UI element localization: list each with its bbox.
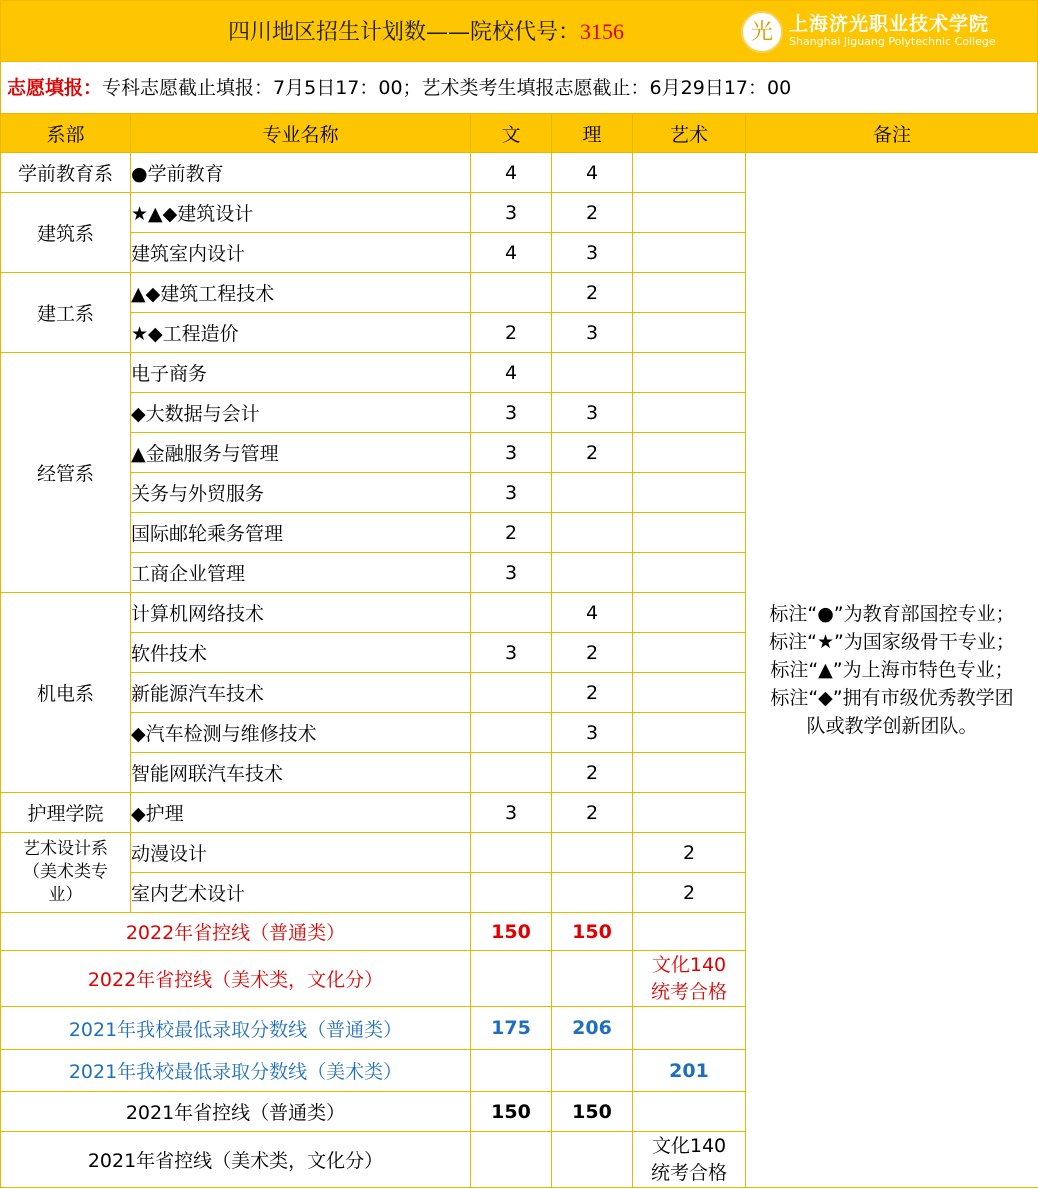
major-cell: 关务与外贸服务 (131, 473, 471, 513)
summary-li: 206 (552, 1007, 633, 1050)
major-cell: 工商企业管理 (131, 553, 471, 593)
dept-line: 艺术设计系 (23, 839, 108, 859)
summary-li (552, 1132, 633, 1188)
li-cell (552, 353, 633, 393)
summary-wen (471, 1050, 552, 1092)
summary-art (633, 1092, 746, 1132)
wen-cell (471, 753, 552, 793)
wen-cell: 4 (471, 153, 552, 193)
dept-cell: 护理学院 (1, 793, 131, 833)
summary-art (633, 1007, 746, 1050)
li-cell: 4 (552, 153, 633, 193)
li-cell (552, 873, 633, 913)
wen-cell: 3 (471, 553, 552, 593)
summary-art-line: 统考合格 (650, 1161, 727, 1184)
col-header-li: 理 (552, 114, 633, 153)
art-cell (633, 433, 746, 473)
summary-art (633, 1132, 746, 1188)
remark-line: 标注“●”为教育部国控专业； (769, 603, 1015, 625)
summary-li: 150 (552, 913, 633, 951)
major-cell: 软件技术 (131, 633, 471, 673)
major-cell: ◆护理 (131, 793, 471, 833)
li-cell: 2 (552, 793, 633, 833)
dept-cell: 建筑系 (1, 193, 131, 273)
art-cell: 2 (633, 873, 746, 913)
title-text: 四川地区招生计划数——院校代号： (227, 20, 580, 45)
summary-wen: 150 (471, 1092, 552, 1132)
wen-cell: 2 (471, 513, 552, 553)
summary-label: 2022年省控线（美术类，文化分） (1, 951, 471, 1007)
major-cell: ▲◆建筑工程技术 (131, 273, 471, 313)
wen-cell: 3 (471, 393, 552, 433)
col-header-remark: 备注 (746, 114, 1038, 153)
art-cell (633, 393, 746, 433)
notice-label: 志愿填报： (7, 77, 103, 99)
summary-label: 2022年省控线（普通类） (1, 913, 471, 951)
major-cell: ●学前教育 (131, 153, 471, 193)
li-cell: 2 (552, 433, 633, 473)
li-cell (552, 473, 633, 513)
enrollment-table (0, 113, 1038, 1188)
art-cell (633, 673, 746, 713)
summary-li (552, 951, 633, 1007)
li-cell: 4 (552, 593, 633, 633)
dept-cell: 经管系 (1, 353, 131, 593)
major-cell: 国际邮轮乘务管理 (131, 513, 471, 553)
wen-cell (471, 673, 552, 713)
li-cell: 2 (552, 273, 633, 313)
summary-art (633, 913, 746, 951)
wen-cell: 3 (471, 633, 552, 673)
li-cell: 2 (552, 673, 633, 713)
art-cell (633, 473, 746, 513)
major-cell: 新能源汽车技术 (131, 673, 471, 713)
wen-cell (471, 593, 552, 633)
summary-wen: 150 (471, 913, 552, 951)
dept-cell: 机电系 (1, 593, 131, 793)
summary-label: 2021年省控线（美术类，文化分） (1, 1132, 471, 1188)
summary-art-line: 统考合格 (650, 980, 727, 1003)
major-cell: 建筑室内设计 (131, 233, 471, 273)
summary-label: 2021年省控线（普通类） (1, 1092, 471, 1132)
wen-cell (471, 873, 552, 913)
college-logo (741, 9, 1031, 55)
header-banner (0, 0, 1038, 62)
wen-cell (471, 273, 552, 313)
art-cell (633, 353, 746, 393)
col-header-wen: 文 (471, 114, 552, 153)
summary-label: 2021年我校最低录取分数线（普通类） (1, 1007, 471, 1050)
major-cell: 计算机网络技术 (131, 593, 471, 633)
remark-line: 队或教学创新团队。 (806, 715, 978, 737)
college-emblem-icon: 光 (741, 11, 783, 53)
art-cell (633, 713, 746, 753)
li-cell: 3 (552, 233, 633, 273)
wen-cell (471, 713, 552, 753)
page-title (1, 15, 851, 46)
remark-line: 标注“★”为国家级骨干专业； (769, 631, 1015, 653)
dept-line: （美术类专 (23, 862, 108, 882)
college-name-cn: 上海济光职业技术学院 (789, 13, 990, 35)
art-cell: 2 (633, 833, 746, 873)
summary-wen (471, 1132, 552, 1188)
table-row (1, 153, 1038, 193)
summary-wen: 175 (471, 1007, 552, 1050)
li-cell: 2 (552, 753, 633, 793)
li-cell (552, 553, 633, 593)
art-cell (633, 753, 746, 793)
art-cell (633, 633, 746, 673)
wen-cell (471, 833, 552, 873)
dept-cell: 建工系 (1, 273, 131, 353)
major-cell: 电子商务 (131, 353, 471, 393)
dept-line: 业） (48, 885, 83, 905)
li-cell: 2 (552, 193, 633, 233)
art-cell (633, 153, 746, 193)
major-cell: 动漫设计 (131, 833, 471, 873)
li-cell (552, 833, 633, 873)
col-header-dept: 系部 (1, 114, 131, 153)
wen-cell: 3 (471, 793, 552, 833)
dept-cell: 学前教育系 (1, 153, 131, 193)
art-cell (633, 793, 746, 833)
art-cell (633, 313, 746, 353)
summary-label: 2021年我校最低录取分数线（美术类） (1, 1050, 471, 1092)
art-cell (633, 513, 746, 553)
summary-wen (471, 951, 552, 1007)
summary-art (633, 951, 746, 1007)
major-cell: ◆大数据与会计 (131, 393, 471, 433)
col-header-art: 艺术 (633, 114, 746, 153)
wen-cell: 3 (471, 193, 552, 233)
wen-cell: 3 (471, 473, 552, 513)
wen-cell: 2 (471, 313, 552, 353)
art-cell (633, 193, 746, 233)
art-cell (633, 233, 746, 273)
wen-cell: 4 (471, 233, 552, 273)
wen-cell: 3 (471, 433, 552, 473)
dept-cell (1, 833, 131, 913)
college-name-en: Shanghai Jiguang Polytechnic College (789, 35, 996, 48)
li-cell: 3 (552, 393, 633, 433)
major-cell: 室内艺术设计 (131, 873, 471, 913)
major-cell: ▲金融服务与管理 (131, 433, 471, 473)
col-header-major: 专业名称 (131, 114, 471, 153)
summary-art-line: 文化140 (651, 953, 727, 976)
li-cell: 2 (552, 633, 633, 673)
remark-line: 标注“◆”拥有市级优秀教学团 (770, 687, 1014, 709)
major-cell: ★◆工程造价 (131, 313, 471, 353)
notice-text: 专科志愿截止填报：7月5日17：00；艺术类考生填报志愿截止：6月29日17：00 (102, 77, 792, 99)
art-cell (633, 273, 746, 313)
major-cell: ◆汽车检测与维修技术 (131, 713, 471, 753)
summary-art-line: 文化140 (651, 1134, 727, 1157)
school-code: 3156 (580, 19, 624, 44)
wen-cell: 4 (471, 353, 552, 393)
remark-line: 标注“▲”为上海市特色专业； (770, 659, 1014, 681)
art-cell (633, 593, 746, 633)
summary-li: 150 (552, 1092, 633, 1132)
major-cell: ★▲◆建筑设计 (131, 193, 471, 233)
remark-cell (746, 153, 1038, 1188)
major-cell: 智能网联汽车技术 (131, 753, 471, 793)
li-cell (552, 513, 633, 553)
li-cell: 3 (552, 313, 633, 353)
li-cell: 3 (552, 713, 633, 753)
summary-li (552, 1050, 633, 1092)
art-cell (633, 553, 746, 593)
application-notice (0, 62, 1038, 114)
summary-art: 201 (633, 1050, 746, 1092)
